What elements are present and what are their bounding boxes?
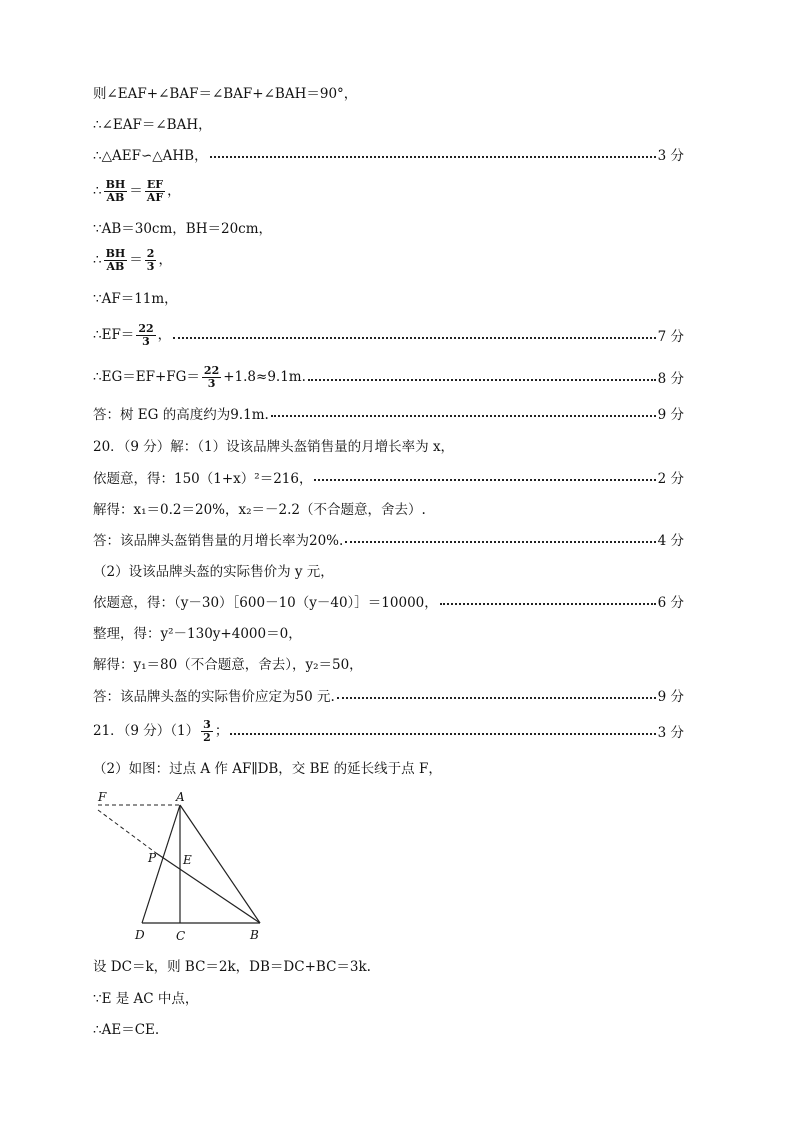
label-B: B <box>250 928 259 942</box>
leader-dots <box>271 415 656 417</box>
label-E: E <box>183 853 192 867</box>
problem-21-heading: 21．（9 分）（1） $\frac{3}{2}$ ； 3 分 <box>93 717 684 744</box>
label-A: A <box>176 790 185 804</box>
leader-dots <box>337 697 656 699</box>
fraction: $\frac{22}{3}$ <box>203 363 220 390</box>
fraction: $\frac{BH}{AB}$ <box>105 246 126 273</box>
problem-20-heading: 20．（9 分）解：（1）设该品牌头盔销售量的月增长率为 x， <box>93 439 455 455</box>
score-label: 4 分 <box>657 533 684 549</box>
fraction: $\frac{EF}{AF}$ <box>146 177 164 204</box>
proof-line-9: ∴EG＝EF+FG＝ $\frac{22}{3}$ +1.8≈9.1m. 8 分 <box>93 363 684 390</box>
problem-20-line-6: 整理，得：y²－130y+4000＝0， <box>93 626 302 642</box>
problem-21-line-1: （2）如图：过点 A 作 AF∥DB，交 BE 的延长线于点 F， <box>93 761 442 777</box>
leader-dots <box>210 156 656 158</box>
score-label: 7 分 <box>657 329 684 345</box>
proof-line-8: ∴EF＝ $\frac{22}{3}$ ， 7 分 <box>93 321 684 348</box>
fraction: $\frac{BH}{AB}$ <box>105 177 126 204</box>
problem-20-line-8: 答：该品牌头盔的实际售价应定为50 元. 9 分 <box>93 683 684 707</box>
proof-line-6: ∴ $\frac{BH}{AB}$ ＝ $\frac{2}{3}$ ， <box>93 246 172 273</box>
score-label: 9 分 <box>657 407 684 423</box>
problem-21-line-4: ∴AE＝CE. <box>93 1022 160 1038</box>
proof-line-5: ∵AB＝30cm，BH＝20cm， <box>93 221 273 237</box>
leader-dots <box>345 541 655 543</box>
score-label: 3 分 <box>657 148 684 164</box>
leader-dots <box>314 479 655 481</box>
fraction: $\frac{22}{3}$ <box>138 321 154 348</box>
proof-line-7: ∵AF＝11m， <box>93 291 178 307</box>
segment-AB <box>180 805 260 923</box>
fraction: $\frac{3}{2}$ <box>203 717 211 744</box>
leader-dots <box>173 337 655 339</box>
geometry-figure <box>90 785 270 945</box>
leader-dots <box>230 733 655 735</box>
label-C: C <box>176 929 186 943</box>
proof-line-10: 答：树 EG 的高度约为9.1m. 9 分 <box>93 401 684 425</box>
segment-FP <box>98 810 156 853</box>
score-label: 2 分 <box>657 471 684 487</box>
problem-20-line-5: 依题意，得：（y－30）［600－10（y－40）］＝10000， 6 分 <box>93 589 684 613</box>
problem-20-line-7: 解得：y₁＝80（不合题意，舍去），y₂＝50， <box>93 657 363 673</box>
score-label: 6 分 <box>657 595 684 611</box>
problem-20-line-2: 解得：x₁＝0.2＝20%，x₂＝－2.2（不合题意，舍去）. <box>93 502 426 518</box>
score-label: 9 分 <box>657 689 684 705</box>
score-label: 8 分 <box>657 371 684 387</box>
label-P: P <box>148 851 157 865</box>
proof-line-3: ∴△AEF∽△AHB， 3 分 <box>93 142 684 166</box>
proof-line-4: ∴ $\frac{BH}{AB}$ ＝ $\frac{EF}{AF}$ ， <box>93 177 181 204</box>
proof-line-1: 则∠EAF+∠BAF＝∠BAF+∠BAH＝90°， <box>93 86 358 102</box>
problem-21-line-2: 设 DC＝k，则 BC＝2k，DB＝DC+BC＝3k. <box>93 959 371 975</box>
label-D: D <box>135 928 145 942</box>
leader-dots <box>308 379 656 381</box>
leader-dots <box>440 603 656 605</box>
score-label: 3 分 <box>657 725 684 741</box>
problem-20-line-1: 依题意，得：150（1+x）²＝216， 2 分 <box>93 465 684 489</box>
problem-20-line-3: 答：该品牌头盔销售量的月增长率为20%. 4 分 <box>93 527 684 551</box>
fraction: $\frac{2}{3}$ <box>146 246 155 273</box>
proof-line-2: ∴∠EAF＝∠BAH， <box>93 117 212 133</box>
problem-21-line-3: ∵E 是 AC 中点， <box>93 991 199 1007</box>
label-F: F <box>98 790 107 804</box>
segment-PB <box>156 853 260 923</box>
problem-20-line-4: （2）设该品牌头盔的实际售价为 y 元， <box>93 564 334 580</box>
